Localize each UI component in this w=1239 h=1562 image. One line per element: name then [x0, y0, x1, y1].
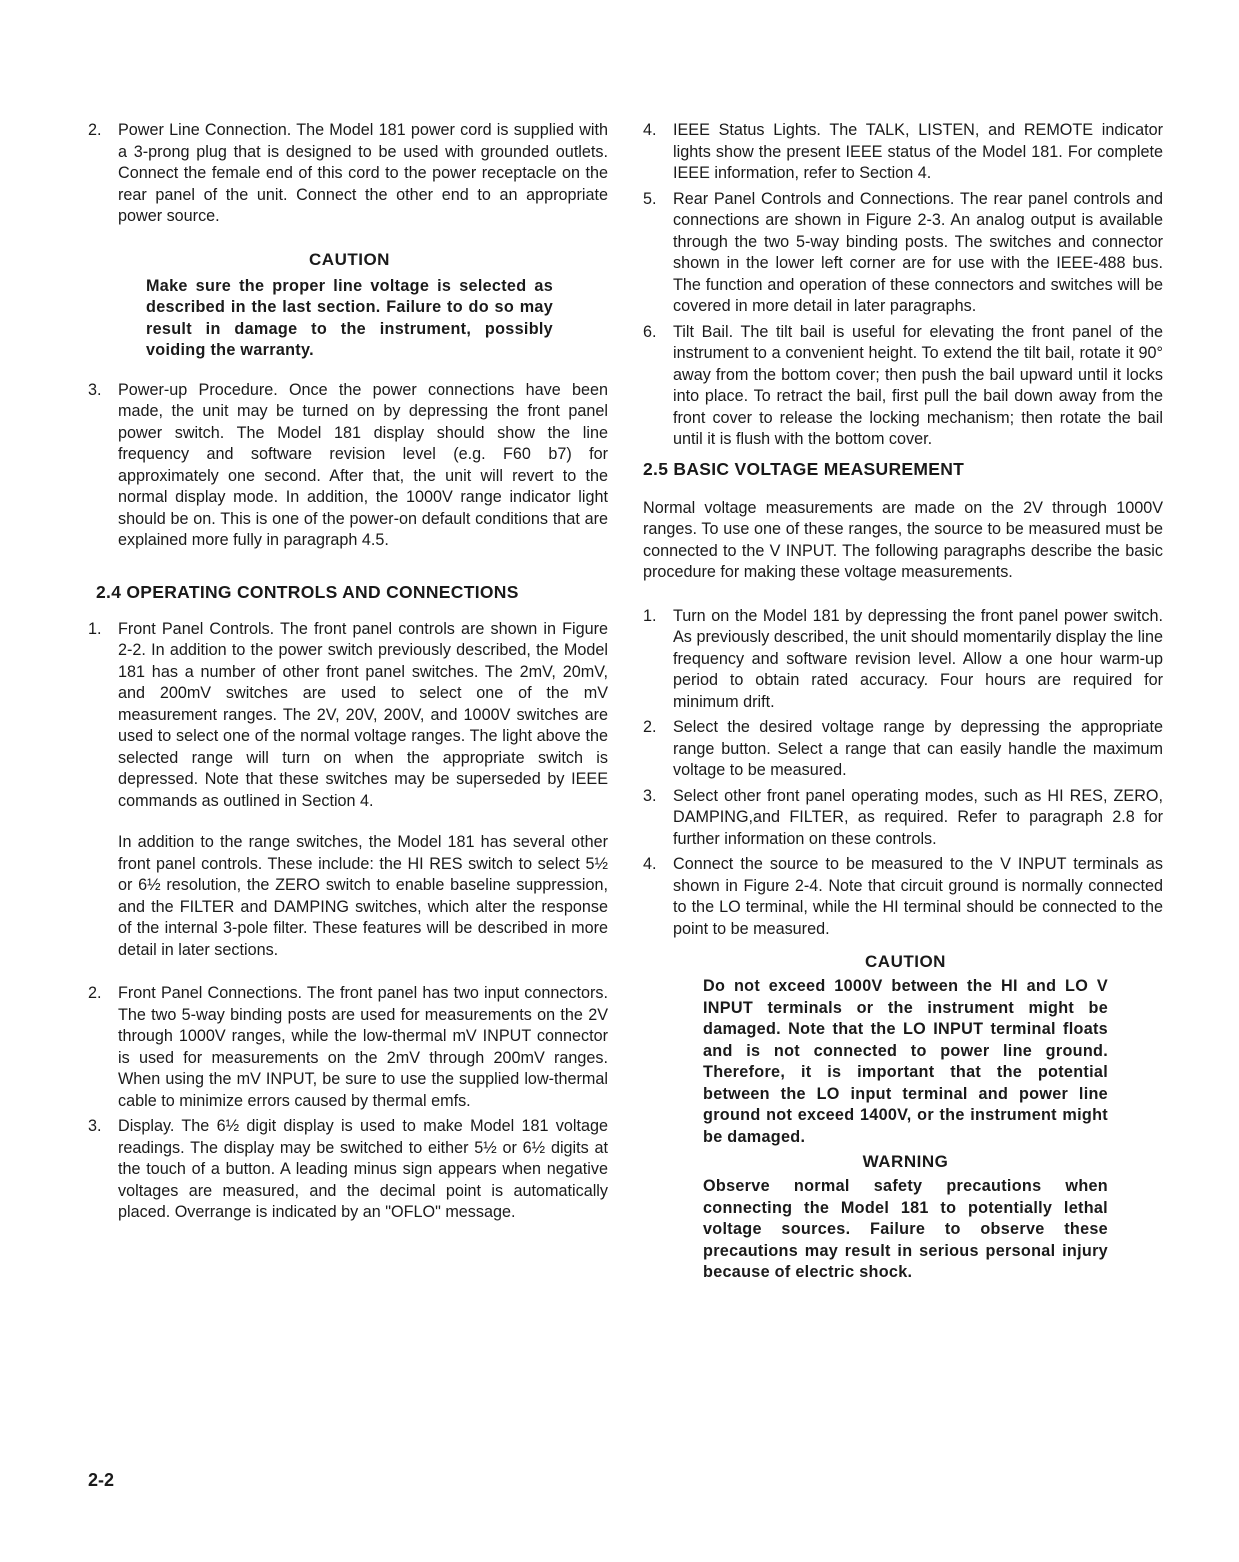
list-item-text: Turn on the Model 181 by depressing the front panel power switch. As previously described, the unit should momentarily display the line frequency and software revision level. Allow a one hour warm-up period to obtain rated accuracy. Four hours are required for minimum drift.	[673, 606, 1163, 711]
list-item-text: Display. The 6½ digit display is used to make Model 181 voltage readings. The display may be switched to either 5½ or 6½ digits at the touch of a button. A leading minus sign appears when negative voltages are measured, and the decimal point is automatically placed. Overrange is indicated by an "OFLO" message.	[118, 1117, 608, 1221]
list-number: 2.	[88, 121, 102, 139]
left-column	[88, 120, 608, 1224]
right-column	[643, 120, 1163, 1284]
list-item-text: Power-up Procedure. Once the power connections have been made, the unit may be turned on by depressing the front panel power switch. The Model 181 display should show the line frequency and software revision level (e.g. F60 b7) for approximately one second. After that, the unit will revert to the normal display mode. In addition, the 1000V range indicator light should be on. This is one of the power-on default conditions that are explained more fully in paragraph 4.5.	[118, 380, 608, 549]
list-number: 6.	[643, 322, 657, 341]
list-item-text: Connect the source to be measured to the V INPUT terminals as shown in Figure 2-4. Note that circuit ground is normally connected to the LO terminal, while the HI terminal should be connected to the point to be measured.	[673, 855, 1163, 938]
caution-body: Do not exceed 1000V between the HI and LO V INPUT terminals or the instrument might be damaged. Note that the LO INPUT terminal floats and is not connected to power line ground. Therefore, it is important that the potential between the LO input terminal and power line ground not exceed 1400V, or the instrument might be damaged.	[703, 977, 1108, 1146]
warning-box	[643, 1152, 1163, 1284]
caution-title: CAUTION	[309, 249, 390, 269]
list-item-step-4	[643, 854, 1163, 940]
caution-body: Make sure the proper line voltage is selected as described in the last section. Failure to do so may result in damage to the instrument, possibly voiding the warranty.	[146, 276, 553, 359]
caution-box	[643, 952, 1163, 1148]
list-item-text: Rear Panel Controls and Connections. The rear panel controls and connections are shown in Figure 2-3. An analog output is available through the two 5-way binding posts. The switches and connector shown in the lower left corner are for use with the IEEE-488 bus. The function and operation of these connectors and switches will be covered in more detail in later paragraphs.	[673, 189, 1163, 315]
list-number: 1.	[88, 619, 102, 638]
list-number: 2.	[88, 984, 102, 1002]
paragraph-other-controls: In addition to the range switches, the Model 181 has several other front panel controls. These include: the HI RES switch to select 5½ or 6½ resolution, the ZERO switch to enable baseline suppression, and the FILTER and DAMPING switches, which alter the response of the internal 3-pole filter. These features will be described in more detail in later sections.	[118, 833, 608, 959]
list-item-rear-panel	[643, 189, 1163, 318]
list-item-front-panel-controls	[88, 619, 608, 813]
list-item-text: Select other front panel operating modes, such as HI RES, ZERO, DAMPING,and FILTER, as required. Refer to paragraph 2.8 for further information on these controls.	[673, 786, 1163, 848]
list-item-step-1	[643, 606, 1163, 714]
list-number: 3.	[88, 1117, 102, 1135]
list-item-text: IEEE Status Lights. The TALK, LISTEN, and REMOTE indicator lights show the present IEEE status of the Model 181. For complete IEEE information, refer to Section 4.	[673, 121, 1163, 182]
list-item-front-panel-connections	[88, 983, 608, 1112]
section-heading-2-5: 2.5 BASIC VOLTAGE MEASUREMENT	[643, 458, 965, 479]
list-number: 3.	[643, 786, 657, 805]
list-item-display	[88, 1116, 608, 1224]
list-item-text: Power Line Connection. The Model 181 power cord is supplied with a 3-prong plug that is designed to be used with grounded outlets. Connect the female end of this cord to the power receptacle on the rear panel of the unit. Connect the other end to an appropriate power source.	[118, 121, 608, 225]
warning-title: WARNING	[862, 1152, 949, 1171]
paragraph-intro-2-5: Normal voltage measurements are made on the 2V through 1000V ranges. To use one of these ranges, the source to be measured must be connected to the V INPUT. The following paragraphs describe the basic procedure for making these voltage measurements.	[643, 498, 1163, 581]
page-number: 2-2	[88, 1470, 115, 1490]
list-number: 1.	[643, 606, 657, 625]
list-item-text: Front Panel Controls. The front panel controls are shown in Figure 2-2. In addition to the power switch previously described, the Model 181 has a number of other front panel switches. The 2mV, 20mV, and 200mV switches are used to select one of the mV measurement ranges. The 2V, 20V, 200V, and 1000V switches are used to select one of the normal voltage ranges. The light above the selected range will turn on when the appropriate switch is depressed. Note that these switches may be superseded by IEEE commands as outlined in Section 4.	[118, 619, 608, 810]
list-number: 5.	[643, 189, 657, 208]
list-number: 4.	[643, 121, 657, 139]
caution-title: CAUTION	[865, 952, 946, 971]
list-number: 3.	[88, 380, 102, 399]
list-number: 4.	[643, 855, 657, 873]
list-number: 2.	[643, 718, 657, 736]
list-item-text: Select the desired voltage range by depressing the appropriate range button. Select a range that can easily handle the maximum voltage to be measured.	[673, 718, 1163, 779]
list-item-power-up-procedure	[88, 380, 608, 552]
section-heading-2-4: 2.4 OPERATING CONTROLS AND CONNECTIONS	[96, 581, 519, 602]
list-item-text: Front Panel Connections. The front panel has two input connectors. The two 5-way binding posts are used for measurements on the 2V through 1000V ranges, while the low-thermal mV INPUT connector is used for measurements on the 2mV through 200mV ranges. When using the mV INPUT, be sure to use the supplied low-thermal cable to minimize errors caused by thermal emfs.	[118, 984, 608, 1110]
list-item-ieee-status-lights	[643, 120, 1163, 185]
warning-body: Observe normal safety precautions when connecting the Model 181 to potentially lethal voltage sources. Failure to observe these precautions may result in serious personal injury because of electric shock.	[703, 1177, 1108, 1281]
list-item-tilt-bail	[643, 322, 1163, 451]
caution-box	[88, 250, 608, 362]
list-item-text: Tilt Bail. The tilt bail is useful for elevating the front panel of the instrument to a convenient height. To extend the tilt bail, rotate it 90° away from the bottom cover; then push the bail upward until it locks into place. To retract the bail, first pull the bail down away from the front cover to release the locking mechanism; then rotate the bail until it is flush with the bottom cover.	[673, 322, 1163, 448]
list-item-step-2	[643, 717, 1163, 782]
list-item-power-line-connection	[88, 120, 608, 228]
list-item-step-3	[643, 786, 1163, 851]
